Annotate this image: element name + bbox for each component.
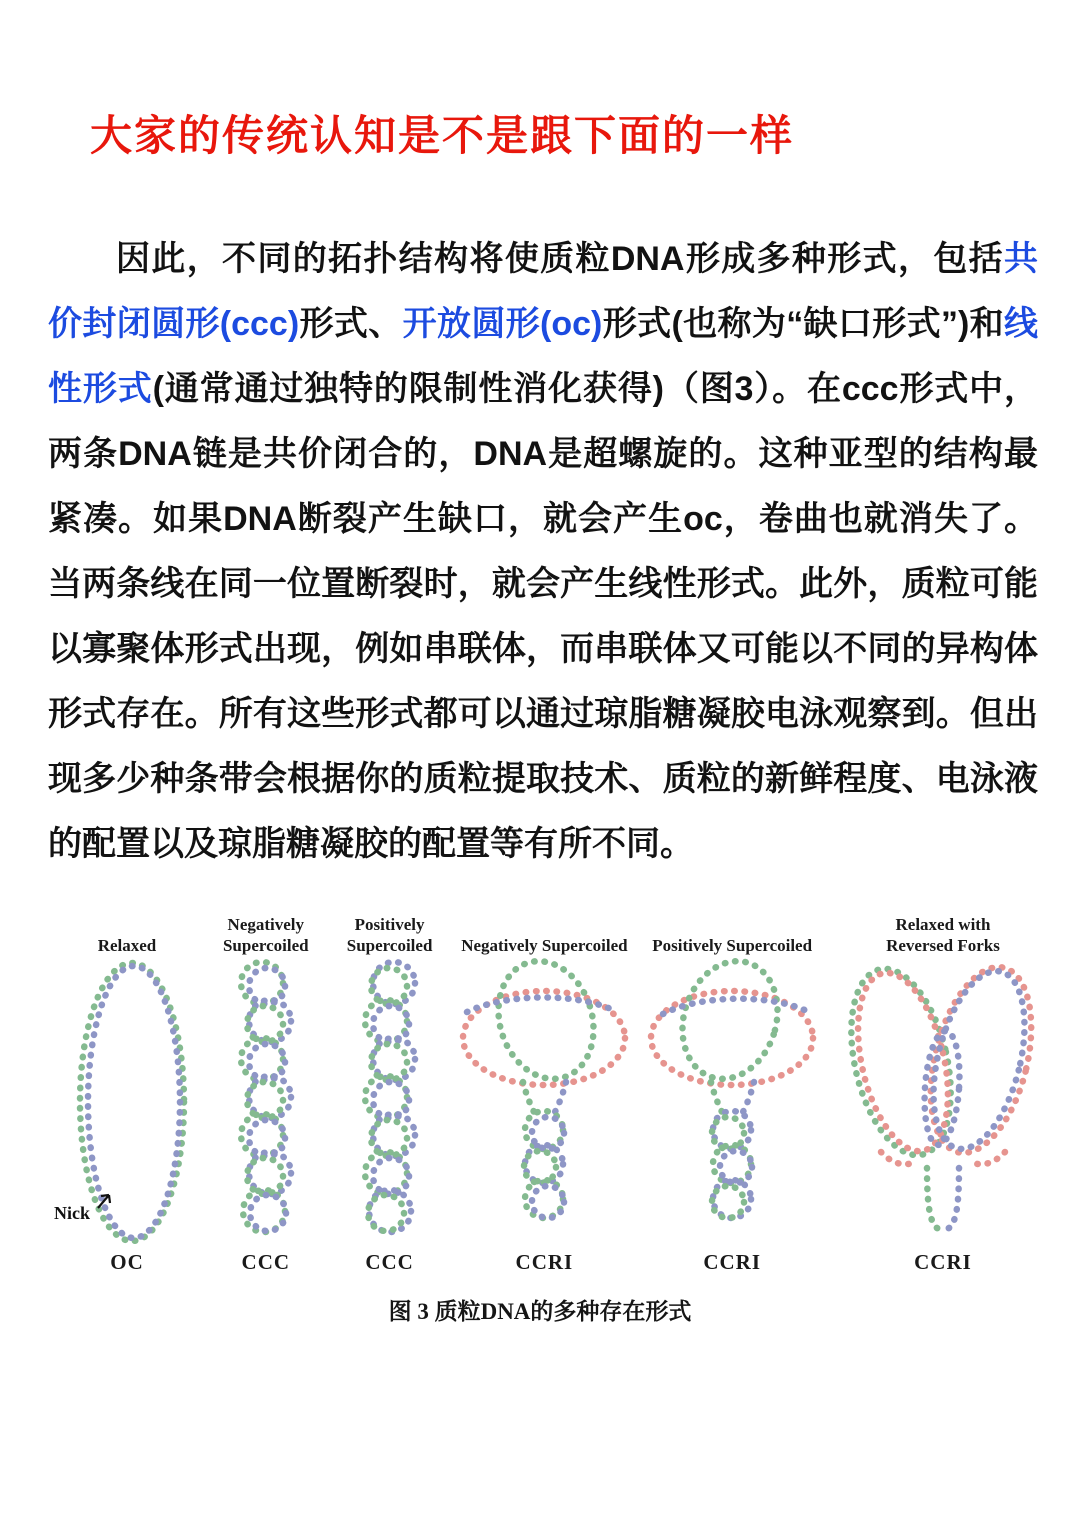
highlight-ccc-term: 共价封闭圆形(ccc) (48, 240, 1038, 343)
figure-columns (52, 910, 1057, 1275)
column-top-label: Relaxed (97, 936, 157, 955)
column-bottom-label: OC (110, 1250, 144, 1274)
figure-3 (52, 910, 1057, 1275)
column-top-label: Negatively Supercoiled (222, 915, 309, 955)
figure-column-neg-supercoiled-ccri (453, 910, 635, 1275)
column-bottom-label: CCC (241, 1250, 291, 1274)
nick-label: Nick (54, 1203, 90, 1223)
dna-negatively-supercoiled-diagram (206, 956, 326, 1248)
dna-positively-supercoiled-diagram (330, 956, 450, 1248)
dna-positively-supercoiled-ccri-diagram (639, 956, 825, 1248)
column-bottom-label: CCC (365, 1250, 414, 1274)
paragraph-segment: 形式(也称为“缺口形式”)和 (602, 305, 1005, 343)
dna-relaxed-reversed-forks-diagram (829, 956, 1057, 1248)
figure-column-relaxed-reversed-forks (829, 910, 1057, 1275)
figure-column-pos-supercoiled-ccri (639, 910, 825, 1275)
highlight-oc-term: 开放圆形(oc) (402, 305, 603, 343)
column-top-label: Negatively Supercoiled (461, 936, 628, 955)
column-top-label: Positively Supercoiled (652, 936, 813, 955)
page-title: 大家的传统认知是不是跟下面的一样 (90, 112, 795, 159)
body-paragraph (48, 227, 1038, 877)
column-bottom-label: CCRI (703, 1250, 762, 1274)
paragraph-segment: (通常通过独特的限制性消化获得)（图3）。在ccc形式中，两条DNA链是共价闭合的，DNA是超螺旋的。这种亚型的结构最紧凑。如果DNA断裂产生缺口，就会产生oc，卷曲也就消失了。当两条线在同一位置断裂时，就会产生线性形式。此外，质粒可能以寡聚体形式出现，例如串联体，而串联体又可能以不同的异构体形式存在。所有这些形式都可以通过琼脂糖凝胶电泳观察到。但出现多少种条带会根据你的质粒提取技术、质粒的新鲜程度、电泳液的配置以及琼脂糖凝胶的配置等有所不同。 (48, 370, 1039, 863)
dna-relaxed-oc-diagram (52, 956, 202, 1248)
column-top-label: Relaxed with Reversed Forks (886, 915, 1000, 955)
figure-column-pos-supercoiled-ccc (330, 910, 450, 1275)
highlight-linear-term: 线性形式 (48, 305, 1039, 408)
column-bottom-label: CCRI (914, 1250, 972, 1274)
paragraph-segment: 形式、 (299, 305, 403, 343)
figure-caption: 图 3 质粒DNA的多种存在形式 (388, 1299, 692, 1324)
figure-column-relaxed-oc (52, 910, 202, 1275)
dna-negatively-supercoiled-ccri-diagram (453, 956, 635, 1248)
column-top-label: Positively Supercoiled (346, 915, 433, 955)
figure-column-neg-supercoiled-ccc (206, 910, 326, 1275)
paragraph-segment: 因此，不同的拓扑结构将使质粒DNA形成多种形式，包括 (116, 240, 1004, 278)
column-bottom-label: CCRI (515, 1250, 574, 1274)
